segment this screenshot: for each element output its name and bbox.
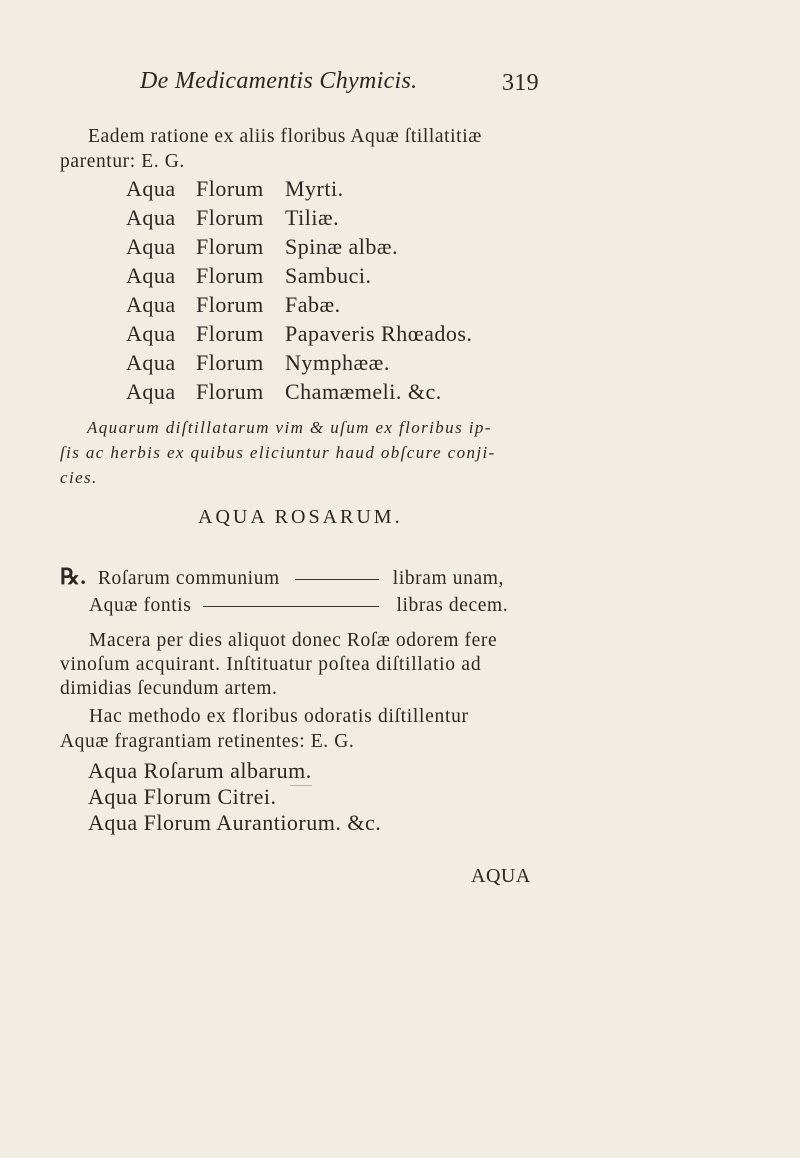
catchword: AQUA <box>471 865 531 887</box>
ingredient-quantity: libras decem. <box>396 595 509 616</box>
list-item: Aqua Florum Fabæ. <box>126 292 341 317</box>
list-item: Aqua Florum Spinæ albæ. <box>126 234 399 259</box>
ingredient-quantity: libram unam, <box>392 568 504 589</box>
instructions-line-1: Macera per dies aliquot donec Roſæ odorem fere <box>89 630 498 651</box>
list-item: Aqua Roſarum albarum. <box>88 758 312 783</box>
list-item: Aqua Florum Nymphææ. <box>126 350 390 375</box>
recipe-symbol: ℞. <box>60 564 87 589</box>
section-title: AQUA ROSARUM. <box>198 506 403 528</box>
method-line-1: Hac methodo ex floribus odoratis diſtillentur <box>89 706 469 727</box>
list-item: Aqua Florum Myrti. <box>126 176 344 201</box>
list-item: Aqua Florum Papaveris Rhœados. <box>126 321 473 346</box>
method-line-2: Aquæ fragrantiam retinentes: E. G. <box>60 731 355 752</box>
instructions-line-3: dimidias ſecundum artem. <box>60 678 278 699</box>
list-item: Aqua Florum Sambuci. <box>126 263 372 288</box>
list-item: Aqua Florum Chamæmeli. &c. <box>126 379 442 404</box>
recipe-line-1 <box>60 564 504 590</box>
running-header <box>140 68 560 95</box>
ingredient-name: Roſarum communium <box>97 568 280 589</box>
dash-rule <box>295 579 379 580</box>
dash-rule <box>203 606 379 607</box>
recipe-line-2 <box>89 595 508 617</box>
header-title: De Medicamentis Chymicis. <box>140 68 418 94</box>
note-line-3: cies. <box>60 468 98 487</box>
instructions-line-2: vinoſum acquirant. Inſtituatur poſtea diſtillatio ad <box>60 654 482 675</box>
intro-line-1: Eadem ratione ex aliis floribus Aquæ ſtillatitiæ <box>88 126 482 147</box>
list-item: Aqua Florum Citrei. <box>88 784 277 809</box>
note-line-1: Aquarum diſtillatarum vim & uſum ex floribus ip- <box>87 418 492 437</box>
list-item: Aqua Florum Tiliæ. <box>126 205 340 230</box>
page-number: 319 <box>502 70 539 96</box>
ingredient-name: Aquæ fontis <box>89 595 192 616</box>
list-item: Aqua Florum Aurantiorum. &c. <box>88 810 382 835</box>
faint-rule <box>290 785 312 786</box>
intro-line-2: parentur: E. G. <box>60 151 185 172</box>
note-line-2: ſis ac herbis ex quibus eliciuntur haud obſcure conji- <box>60 443 496 462</box>
